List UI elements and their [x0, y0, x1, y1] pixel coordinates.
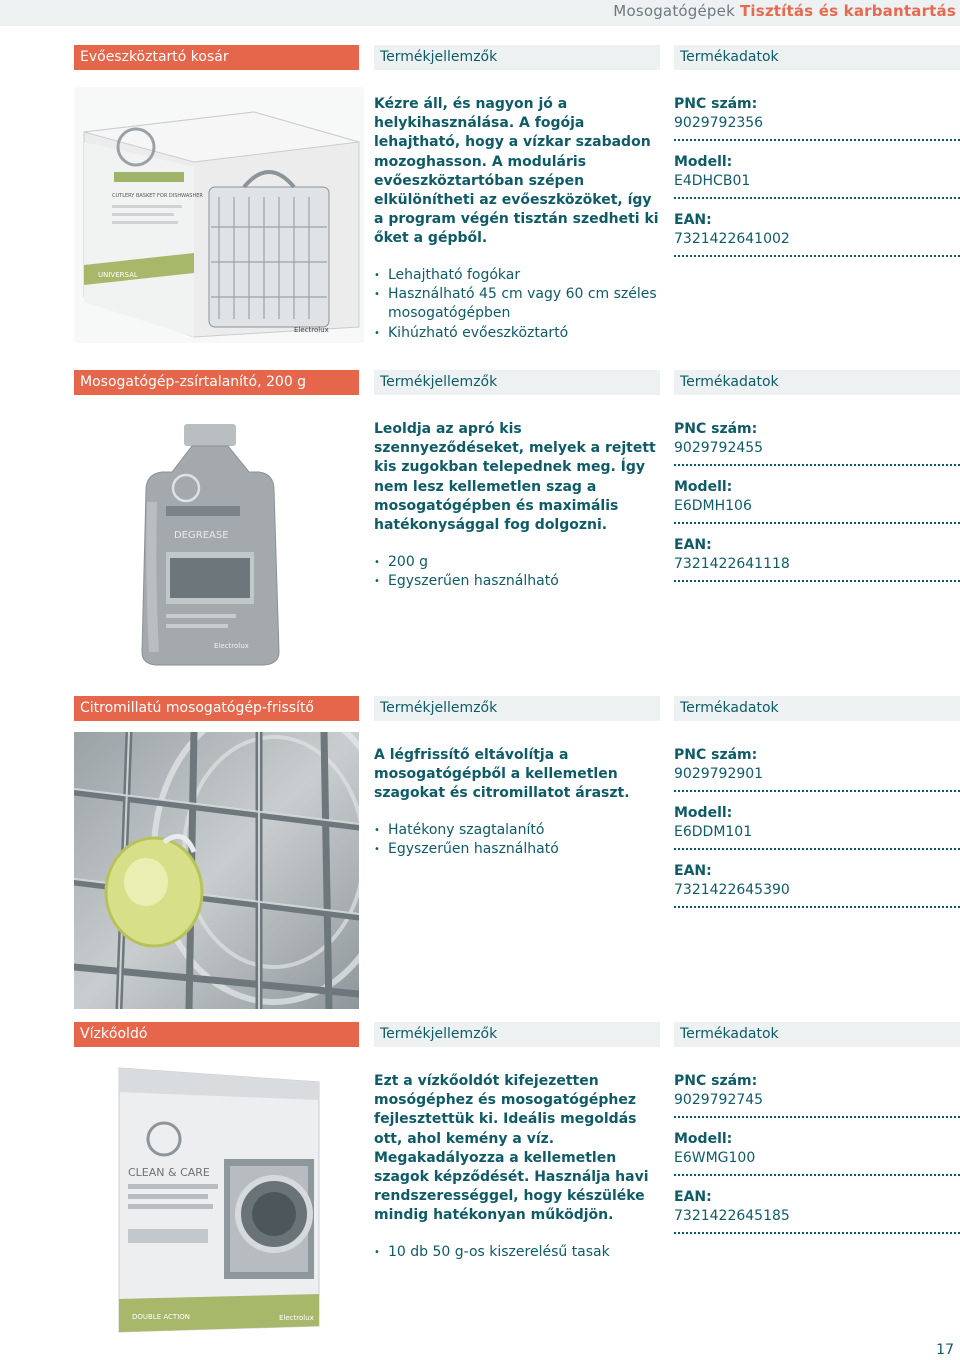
data-header: Termékadatok [674, 696, 960, 721]
product-description: Kézre áll, és nagyon jó a helykihasználása. A fogója lehajtható, hogy a vízkar szabadon mozoghasson. A moduláris evőeszköztartóban szépen elkülönítheti az evőeszközöket, így a program végén tisztán szedheti ki őket a gépből. [374, 96, 659, 247]
feature-item: • Egyszerűen használható [374, 572, 659, 591]
feature-item: • Kihúzható evőeszköztartó [374, 324, 659, 343]
product-description: A légfrissítő eltávolítja a mosogatógépből a kellemetlen szagokat és citromillatot áraszt. [374, 747, 630, 802]
page-number: 17 [936, 1342, 954, 1358]
product-name: Evőeszköztartó kosár [74, 45, 359, 70]
product-description: Leoldja az apró kis szennyeződéseket, melyek a rejtett kis zugokban telepednek meg. Így nem lesz kellemetlen szag a mosogatógépben és maximális hatékonysággal fog dolgozni. [374, 421, 656, 534]
product-box-tag: UNIVERSAL [98, 271, 138, 279]
ean-label: EAN: [674, 1189, 712, 1205]
pnc-value: 9029792455 [674, 439, 960, 466]
product-description: Ezt a vízkőoldót kifejezetten mosógéphez és mosogatógéphez fejlesztettük ki. Ideális megoldás ott, ahol kemény a víz. Megakadályozza a kellemetlen szagok képződését. Használja havi rendszerességgel, hogy készüléke mindig hatékonyan működjön. [374, 1073, 649, 1224]
product-name: Mosogatógép-zsírtalanító, 200 g [74, 370, 359, 395]
product-name: Vízkőoldó [74, 1022, 359, 1047]
product-bottle-brand: Electrolux [214, 642, 249, 650]
pnc-value: 9029792745 [674, 1091, 960, 1118]
feature-item: • Használható 45 cm vagy 60 cm széles mosogatógépben [374, 285, 659, 323]
data-header: Termékadatok [674, 45, 960, 70]
feature-list [374, 821, 659, 859]
running-header-category: Mosogatógépek [613, 2, 740, 20]
feature-item: • Lehajtható fogókar [374, 266, 659, 285]
feature-item: • 200 g [374, 553, 659, 572]
ean-label: EAN: [674, 212, 712, 228]
feature-item: • 10 db 50 g-os kiszerelésű tasak [374, 1243, 659, 1262]
product-box-brand: Electrolux [279, 1314, 314, 1322]
ean-value: 7321422641118 [674, 555, 960, 582]
running-header-title [613, 2, 956, 20]
model-value: E4DHCB01 [674, 172, 960, 199]
features-header: Termékjellemzők [374, 696, 660, 721]
data-header: Termékadatok [674, 370, 960, 395]
product-photo [74, 732, 359, 1009]
model-value: E6DDM101 [674, 823, 960, 850]
pnc-label: PNC szám: [674, 421, 758, 437]
product-box-brand: Electrolux [294, 326, 329, 334]
ean-value: 7321422645185 [674, 1207, 960, 1234]
feature-list [374, 1243, 659, 1262]
feature-list [374, 266, 659, 343]
ean-value: 7321422641002 [674, 230, 960, 257]
pnc-value: 9029792356 [674, 114, 960, 141]
model-label: Modell: [674, 1131, 733, 1147]
product-data [674, 95, 960, 269]
ean-value: 7321422645390 [674, 881, 960, 908]
pnc-label: PNC szám: [674, 747, 758, 763]
product-box-label: CUTLERY BASKET FOR DISHWASHER [112, 193, 203, 199]
model-label: Modell: [674, 479, 733, 495]
product-data [674, 420, 960, 594]
ean-label: EAN: [674, 863, 712, 879]
feature-item: • Egyszerűen használható [374, 840, 659, 859]
pnc-label: PNC szám: [674, 96, 758, 112]
data-header: Termékadatok [674, 1022, 960, 1047]
running-header [0, 0, 960, 26]
ean-label: EAN: [674, 537, 712, 553]
feature-item: • Hatékony szagtalanító [374, 821, 659, 840]
features-header: Termékjellemzők [374, 1022, 660, 1047]
model-label: Modell: [674, 154, 733, 170]
product-bottle-label: DEGREASE [174, 530, 229, 541]
product-data [674, 1072, 960, 1246]
features-header: Termékjellemzők [374, 45, 660, 70]
model-label: Modell: [674, 805, 733, 821]
product-image [74, 1064, 364, 1334]
features-header: Termékjellemzők [374, 370, 660, 395]
product-data [674, 746, 960, 920]
model-value: E6WMG100 [674, 1149, 960, 1176]
pnc-value: 9029792901 [674, 765, 960, 792]
model-value: E6DMH106 [674, 497, 960, 524]
running-header-section: Tisztítás és karbantartás [739, 2, 956, 20]
pnc-label: PNC szám: [674, 1073, 758, 1089]
product-name: Citromillatú mosogatógép-frissítő [74, 696, 359, 721]
product-image [74, 402, 364, 672]
product-box-tag: DOUBLE ACTION [132, 1313, 191, 1321]
product-box-label: CLEAN & CARE [128, 1166, 210, 1179]
product-image [74, 87, 364, 343]
feature-list [374, 553, 659, 591]
